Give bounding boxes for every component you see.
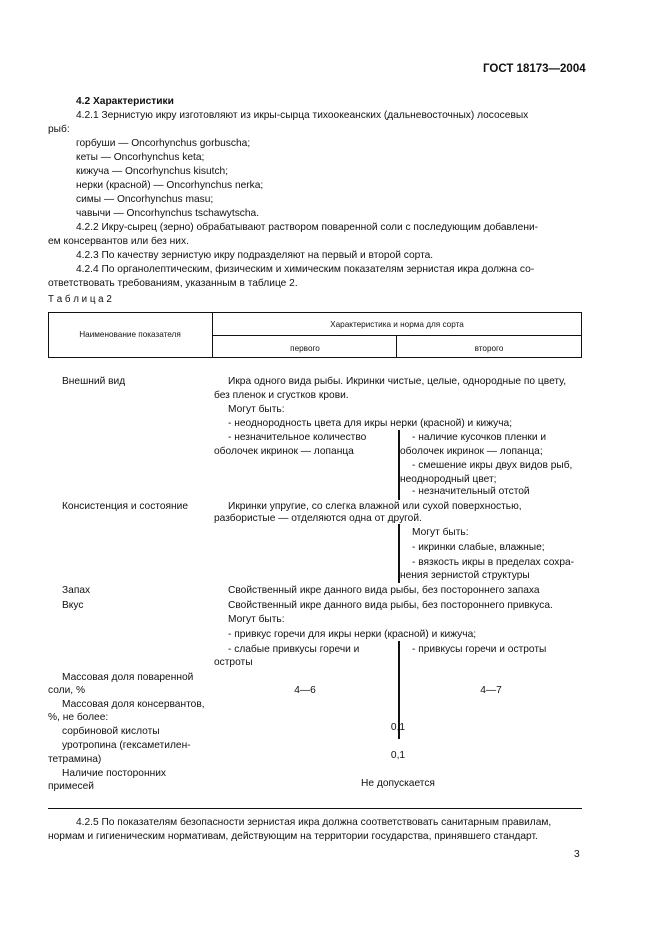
taste-bitter: - привкус горечи для икры нерки (красной) и кижуча;	[228, 629, 477, 640]
fish-list-item: кеты — Oncorhynchus keta;	[76, 152, 205, 163]
appearance-common-line1: Икра одного вида рыбы. Икринки чистые, целые, однородные по цвету,	[228, 376, 567, 387]
paragraph-4-2-2-line2: ем консервантов или без них.	[48, 236, 189, 247]
row-label-impurities-line2: примесей	[48, 781, 94, 792]
fish-list-item: кижуча — Oncorhynchus kisutch;	[76, 166, 229, 177]
row-label-consistency: Консистенция и состояние	[62, 501, 189, 512]
fish-list-item: симы — Oncorhynchus masu;	[76, 194, 214, 205]
first-bitter-line1: - слабые привкусы горечи и	[228, 644, 360, 655]
paragraph-4-2-1-line1: 4.2.1 Зернистую икру изготовляют из икры-сырца тихоокеанских (дальневосточных) лососевых	[76, 110, 529, 121]
second-weak: - икринки слабые, влажные;	[412, 542, 545, 553]
header-indicator: Наименование показателя	[79, 330, 181, 339]
row-label-appearance: Внешний вид	[62, 376, 126, 387]
first-bitter-line2: остроты	[214, 657, 253, 668]
fish-list-item: чавычи — Oncorhynchus tschawytscha.	[76, 208, 260, 219]
header-first-grade: первого	[290, 344, 320, 353]
taste-text: Свойственный икре данного вида рыбы, без постороннего привкуса.	[228, 600, 553, 611]
paragraph-4-2-4-line1: 4.2.4 По органолептическим, физическим и химическим показателям зернистая икра должна со-	[76, 264, 535, 275]
document-id: ГОСТ 18173—2004	[483, 63, 586, 75]
table-caption: Т а б л и ц а 2	[48, 294, 112, 305]
table-left-border	[48, 312, 49, 358]
page-number: 3	[574, 849, 580, 860]
second-viscous-line2: нения зернистой структуры	[400, 570, 530, 581]
row-label-preservatives-line2: %, не более:	[48, 712, 109, 723]
appearance-nonuniform: - неоднородность цвета для икры нерки (красной) и кижуча;	[228, 418, 513, 429]
header-second-grade: второго	[474, 344, 504, 353]
table-header-bottom-border	[48, 357, 582, 358]
urotropin-value: 0,1	[390, 750, 406, 761]
table-top-border	[48, 312, 582, 313]
row-label-preservatives-line1: Массовая доля консервантов,	[62, 699, 205, 710]
row-label-smell: Запах	[62, 585, 91, 596]
first-shells-line1: - незначительное количество	[228, 432, 367, 443]
may-be-text: Могут быть:	[412, 527, 469, 538]
second-sediment: - незначительный отстой	[412, 486, 530, 497]
table-subheader-divider	[396, 335, 397, 358]
appearance-common-line2: без пленок и сгустков крови.	[214, 390, 349, 401]
second-mix-line1: - смешение икры двух видов рыб,	[412, 460, 573, 471]
paragraph-4-2-2-line1: 4.2.2 Икру-сырец (зерно) обрабатывают раствором поваренной соли с последующим добавлени-	[76, 222, 539, 233]
may-be-text: Могут быть:	[228, 404, 285, 415]
fish-list-item: нерки (красной) — Oncorhynchus nerka;	[76, 180, 264, 191]
grade-split-line	[398, 430, 400, 500]
impurities-value: Не допускается	[361, 778, 435, 789]
row-label-sorbic: сорбиновой кислоты	[62, 726, 160, 737]
second-film-line1: - наличие кусочков пленки и	[412, 432, 547, 443]
paragraph-4-2-5-line1: 4.2.5 По показателям безопасности зернистая икра должна соответствовать санитарным правилам,	[76, 817, 552, 828]
row-label-taste: Вкус	[62, 600, 84, 611]
consistency-common-line2: разбористые — отделяются одна от другой.	[214, 513, 422, 524]
second-mix-line2: неоднородный цвет;	[400, 474, 497, 485]
section-title: 4.2 Характеристики	[76, 96, 174, 107]
paragraph-4-2-4-line2: ответствовать требованиям, указанным в таблице 2.	[48, 278, 298, 289]
header-norm: Характеристика и норма для сорта	[330, 320, 464, 329]
smell-text: Свойственный икре данного вида рыбы, без постороннего запаха	[228, 585, 540, 596]
paragraph-4-2-1-line2: рыб:	[48, 124, 70, 135]
row-label-urotropin-line2: тетрамина)	[48, 754, 102, 765]
fish-list-item: горбуши — Oncorhynchus gorbuscha;	[76, 138, 251, 149]
second-bitter: - привкусы горечи и остроты	[412, 644, 547, 655]
second-viscous-line1: - вязкость икры в пределах сохра-	[412, 557, 575, 568]
second-film-line2: оболочек икринок — лопанца;	[400, 446, 543, 457]
may-be-text: Могут быть:	[228, 614, 285, 625]
row-label-urotropin-line1: уротропина (гексаметилен-	[62, 740, 191, 751]
table-bottom-border	[48, 808, 582, 809]
consistency-common-line1: Икринки упругие, со слегка влажной или сухой поверхностью,	[228, 501, 522, 512]
first-shells-line2: оболочек икринок — лопанца	[214, 446, 354, 457]
salt-second-value: 4—7	[480, 685, 502, 696]
sorbic-value: 0,1	[390, 722, 406, 733]
paragraph-4-2-3: 4.2.3 По качеству зернистую икру подразделяют на первый и второй сорта.	[76, 250, 434, 261]
row-label-salt-line2: соли, %	[48, 685, 86, 696]
row-label-salt-line1: Массовая доля поваренной	[62, 672, 194, 683]
paragraph-4-2-5-line2: нормам и гигиеническим нормативам, действующим на территории государства, принявшего стандарт.	[48, 831, 538, 842]
row-label-impurities-line1: Наличие посторонних	[62, 768, 167, 779]
salt-first-value: 4—6	[294, 685, 316, 696]
